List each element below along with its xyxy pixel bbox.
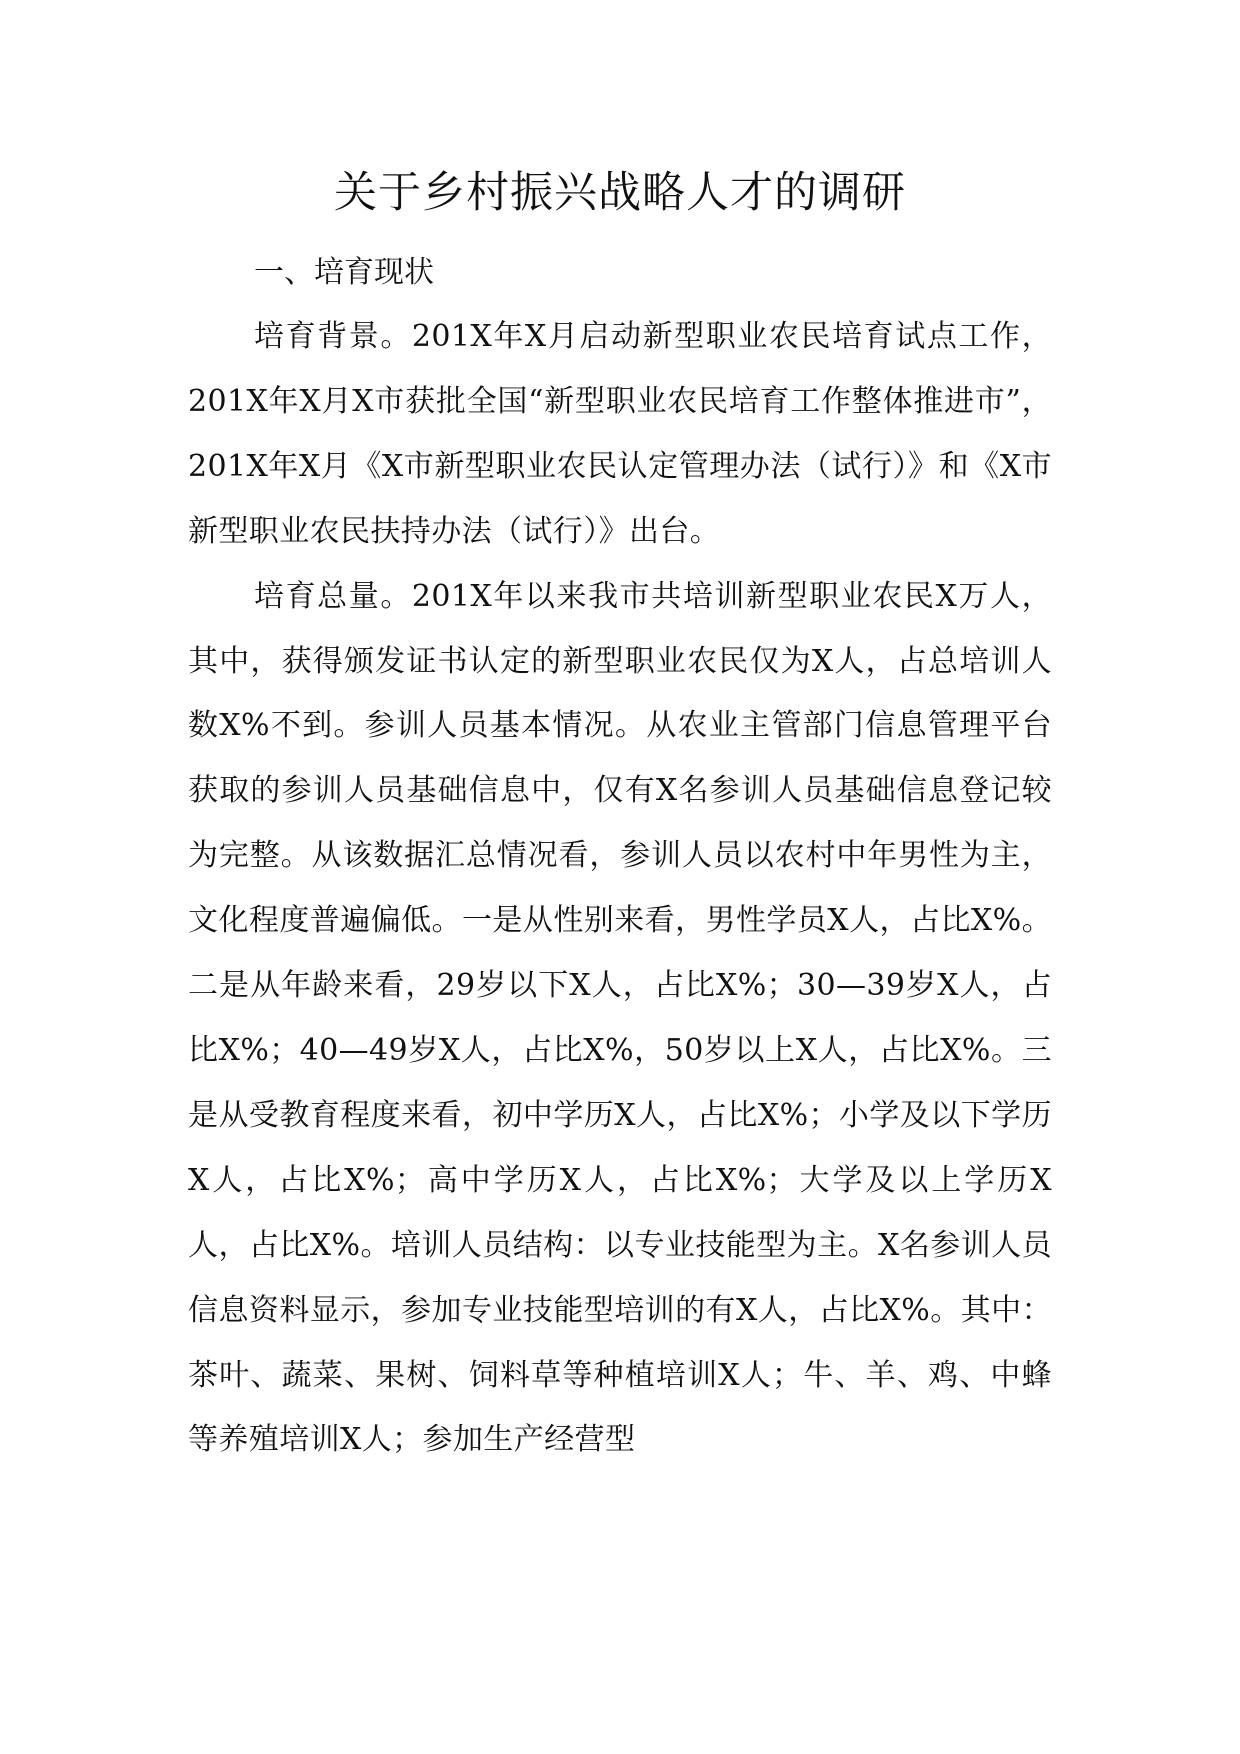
paragraph-total: 培育总量。201X年以来我市共培训新型职业农民X万人，其中，获得颁发证书认定的新型职业农民仅为X人，占总培训人数X%不到。参训人员基本情况。从农业主管部门信息管理平台获取的参训人员基础信息中，仅有X名参训人员基础信息登记较为完整。从该数据汇总情况看，参训人员以农村中年男性为主，文化程度普遍偏低。一是从性别来看，男性学员X人，占比X%。二是从年龄来看，29岁以下X人，占比X%；30—39岁X人，占比X%；40—49岁X人，占比X%，50岁以上X人，占比X%。三是从受教育程度来看，初中学历X人，占比X%；小学及以下学历X人，占比X%；高中学历X人，占比X%；大学及以上学历X人，占比X%。培训人员结构：以专业技能型为主。X名参训人员信息资料显示，参加专业技能型培训的有X人，占比X%。其中：茶叶、蔬菜、果树、饲料草等种植培训X人；牛、羊、鸡、中蜂等养殖培训X人；参加生产经营型 [188, 578, 1052, 1458]
section-heading: 一、培育现状 [254, 255, 434, 290]
document-title: 关于乡村振兴战略人才的调研 [334, 168, 906, 218]
paragraph-background: 培育背景。201X年X月启动新型职业农民培育试点工作，201X年X月X市获批全国“新型职业农民培育工作整体推进市”，201X年X月《X市新型职业农民认定管理办法（试行）》和《X市新型职业农民扶持办法（试行）》出台。 [188, 319, 1052, 549]
document-body [188, 241, 1052, 1473]
